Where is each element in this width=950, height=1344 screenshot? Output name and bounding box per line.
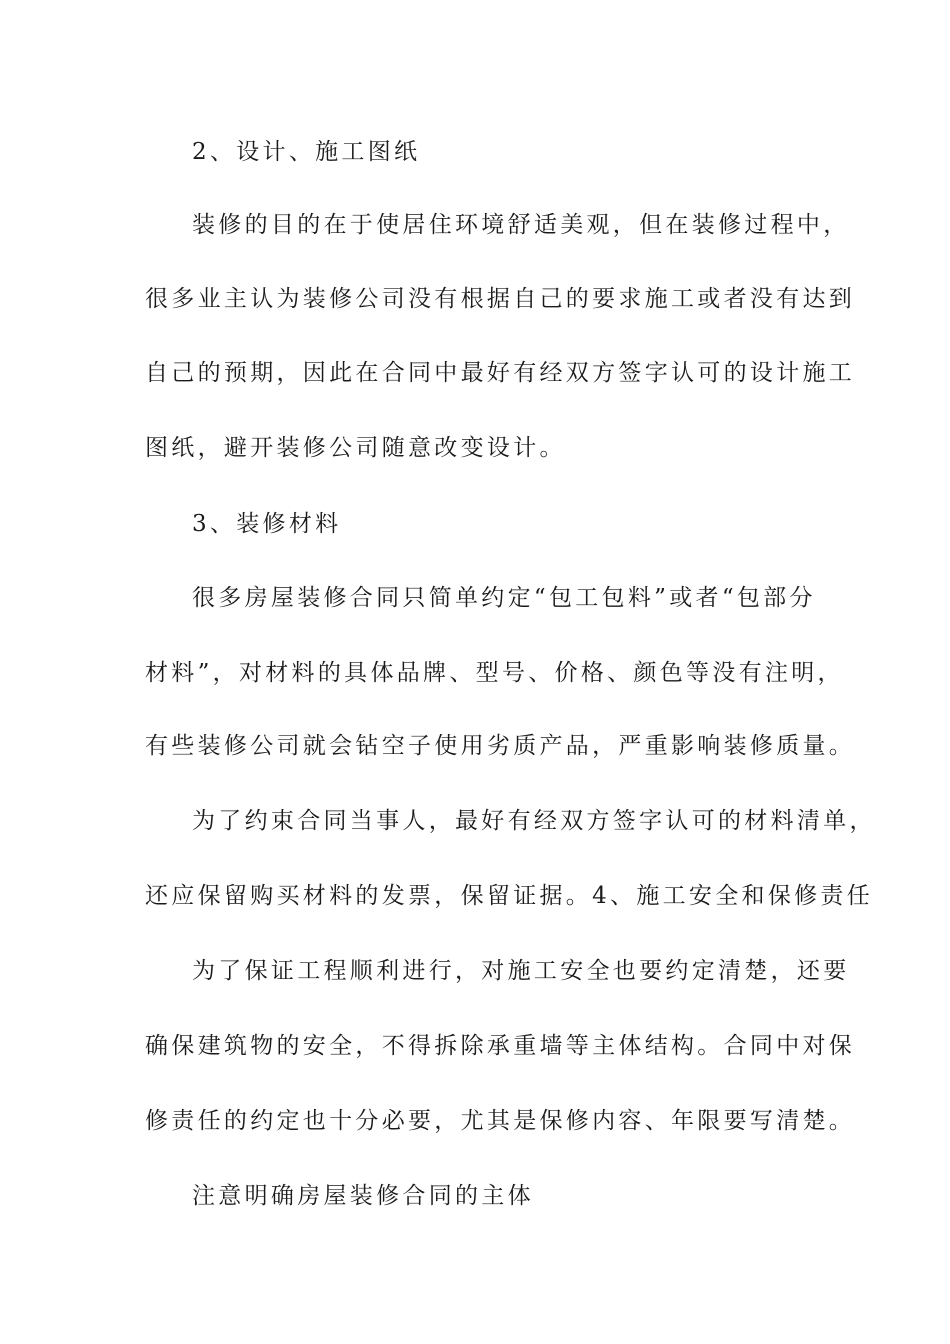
section-heading-design-drawings: 2、设计、施工图纸 bbox=[192, 139, 421, 165]
paragraph-line: 装修的目的在于使居住环境舒适美观，但在装修过程中， bbox=[192, 212, 850, 238]
section-heading-contract-subject: 注意明确房屋装修合同的主体 bbox=[192, 1183, 534, 1209]
paragraph-line: 为了保证工程顺利进行，对施工安全也要约定清楚，还要 bbox=[192, 958, 850, 984]
paragraph-line: 很多房屋装修合同只简单约定“包工包料”或者“包部分 bbox=[192, 585, 816, 611]
paragraph-line: 材料”，对材料的具体品牌、型号、价格、颜色等没有注明， bbox=[145, 660, 844, 686]
paragraph-line: 很多业主认为装修公司没有根据自己的要求施工或者没有达到 bbox=[145, 286, 856, 312]
paragraph-line: 修责任的约定也十分必要，尤其是保修内容、年限要写清楚。 bbox=[145, 1108, 856, 1134]
paragraph-line: 还应保留购买材料的发票，保留证据。4、施工安全和保修责任 bbox=[145, 883, 874, 909]
paragraph-line: 图纸，避开装修公司随意改变设计。 bbox=[145, 435, 566, 461]
paragraph-line: 自己的预期，因此在合同中最好有经双方签字认可的设计施工 bbox=[145, 360, 856, 386]
paragraph-line: 有些装修公司就会钻空子使用劣质产品，严重影响装修质量。 bbox=[145, 733, 856, 759]
paragraph-line: 为了约束合同当事人，最好有经双方签字认可的材料清单， bbox=[192, 808, 876, 834]
section-heading-materials: 3、装修材料 bbox=[192, 511, 342, 537]
paragraph-line: 确保建筑物的安全，不得拆除承重墙等主体结构。合同中对保 bbox=[145, 1033, 856, 1059]
